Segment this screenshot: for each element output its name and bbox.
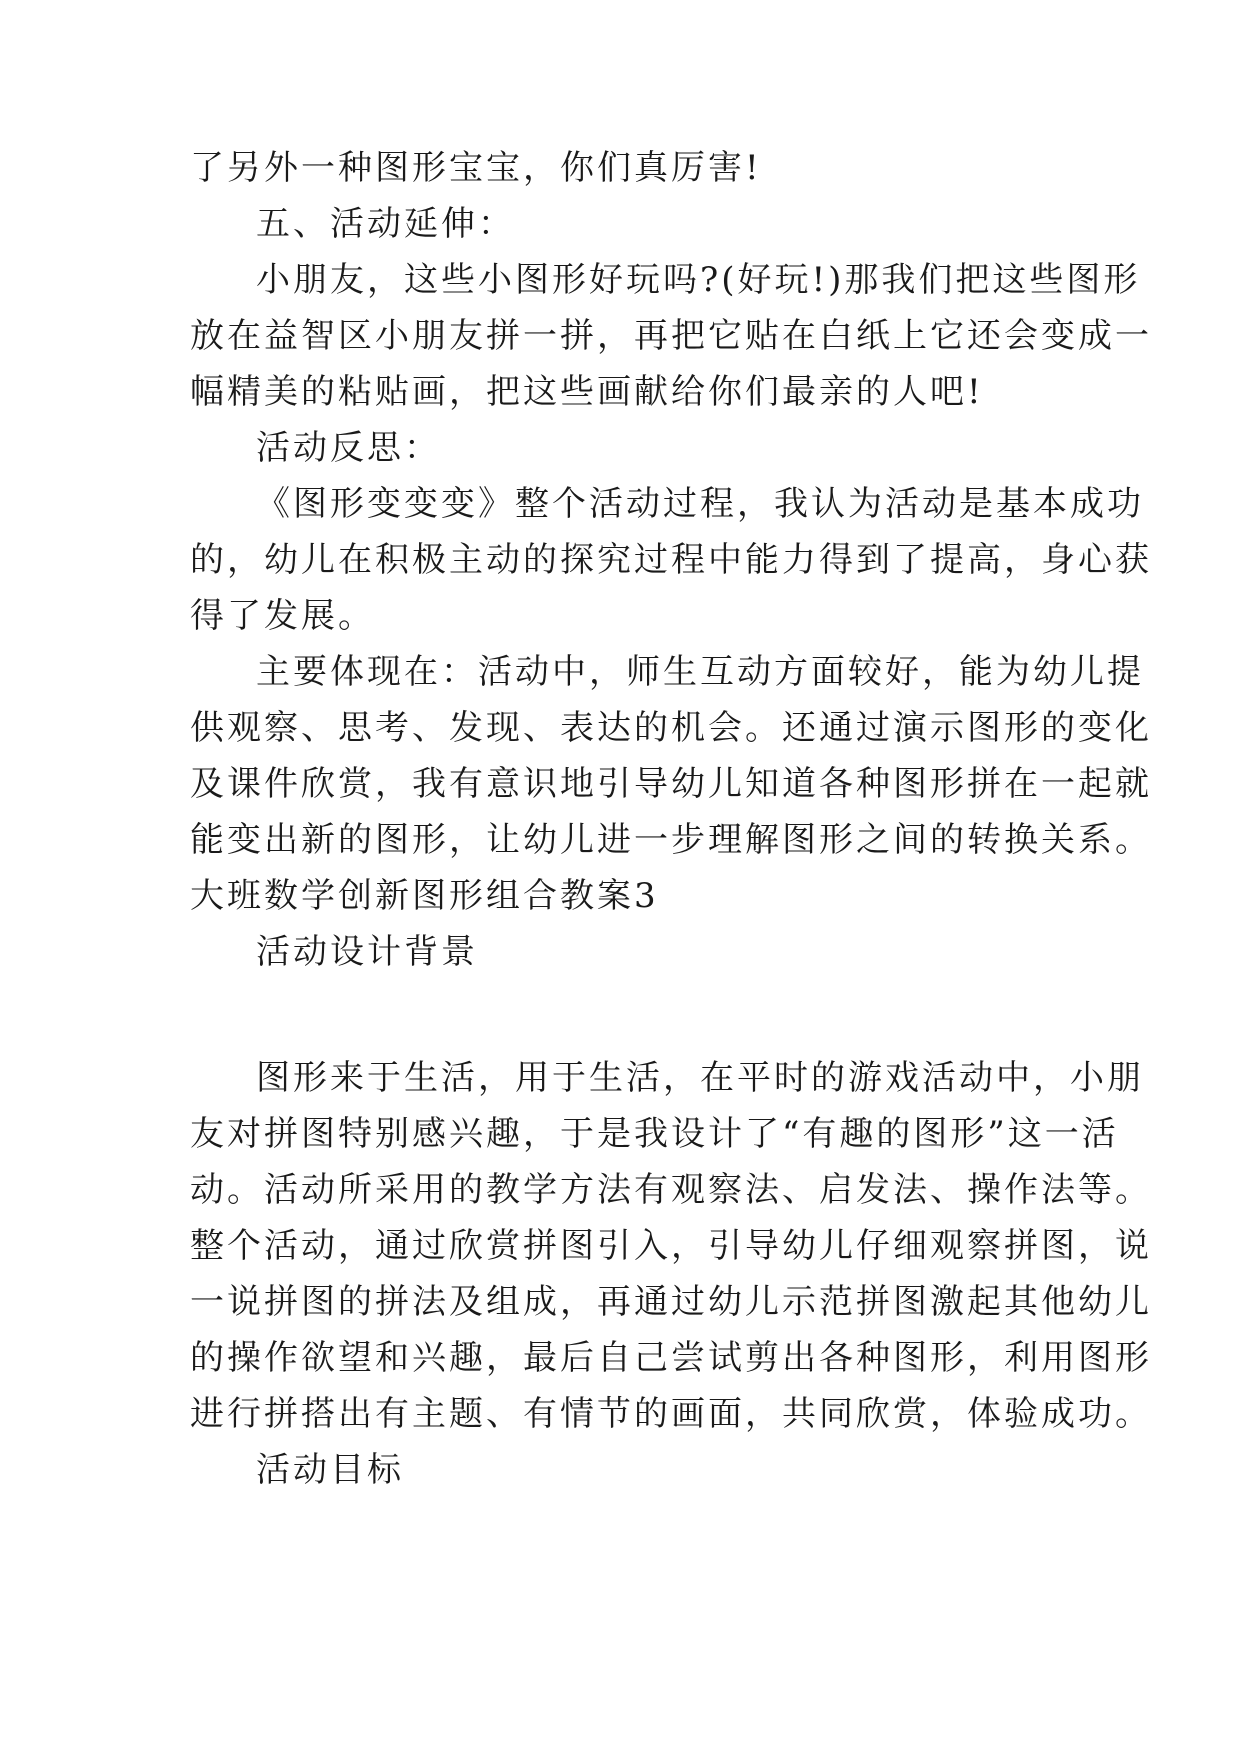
paragraph-line: 图形来于生活，用于生活，在平时的游戏活动中，小朋 [256,1058,1144,1098]
section-heading-extension: 五、活动延伸： [256,204,515,244]
paragraph-line: 整个活动，通过欣赏拼图引入，引导幼儿仔细观察拼图，说 [190,1226,1152,1266]
section-heading-reflection: 活动反思： [256,428,441,468]
paragraph-line: 小朋友，这些小图形好玩吗?(好玩!)那我们把这些图形 [256,260,1141,300]
paragraph-line: 的，幼儿在积极主动的探究过程中能力得到了提高，身心获 [190,540,1152,580]
lesson-plan-title: 大班数学创新图形组合教案3 [190,876,659,916]
paragraph-line: 的操作欲望和兴趣，最后自己尝试剪出各种图形，利用图形 [190,1338,1152,1378]
section-heading-background: 活动设计背景 [256,932,478,972]
paragraph-line: 主要体现在：活动中，师生互动方面较好，能为幼儿提 [256,652,1144,692]
paragraph-line: 及课件欣赏，我有意识地引导幼儿知道各种图形拼在一起就 [190,764,1152,804]
paragraph-line: 进行拼搭出有主题、有情节的画面，共同欣赏，体验成功。 [190,1394,1152,1434]
paragraph-line: 了另外一种图形宝宝，你们真厉害! [190,148,762,188]
section-heading-goals: 活动目标 [256,1450,404,1490]
paragraph-line: 放在益智区小朋友拼一拼，再把它贴在白纸上它还会变成一 [190,316,1152,356]
paragraph-line: 供观察、思考、发现、表达的机会。还通过演示图形的变化 [190,708,1152,748]
paragraph-line: 《图形变变变》整个活动过程，我认为活动是基本成功 [256,484,1144,524]
paragraph-line: 动。活动所采用的教学方法有观察法、启发法、操作法等。 [190,1170,1152,1210]
paragraph-line: 得了发展。 [190,596,375,636]
paragraph-line: 能变出新的图形，让幼儿进一步理解图形之间的转换关系。 [190,820,1152,860]
paragraph-line: 一说拼图的拼法及组成，再通过幼儿示范拼图激起其他幼儿 [190,1282,1152,1322]
paragraph-line: 友对拼图特别感兴趣，于是我设计了“有趣的图形”这一活 [190,1114,1119,1154]
paragraph-line: 幅精美的粘贴画，把这些画献给你们最亲的人吧! [190,372,984,412]
